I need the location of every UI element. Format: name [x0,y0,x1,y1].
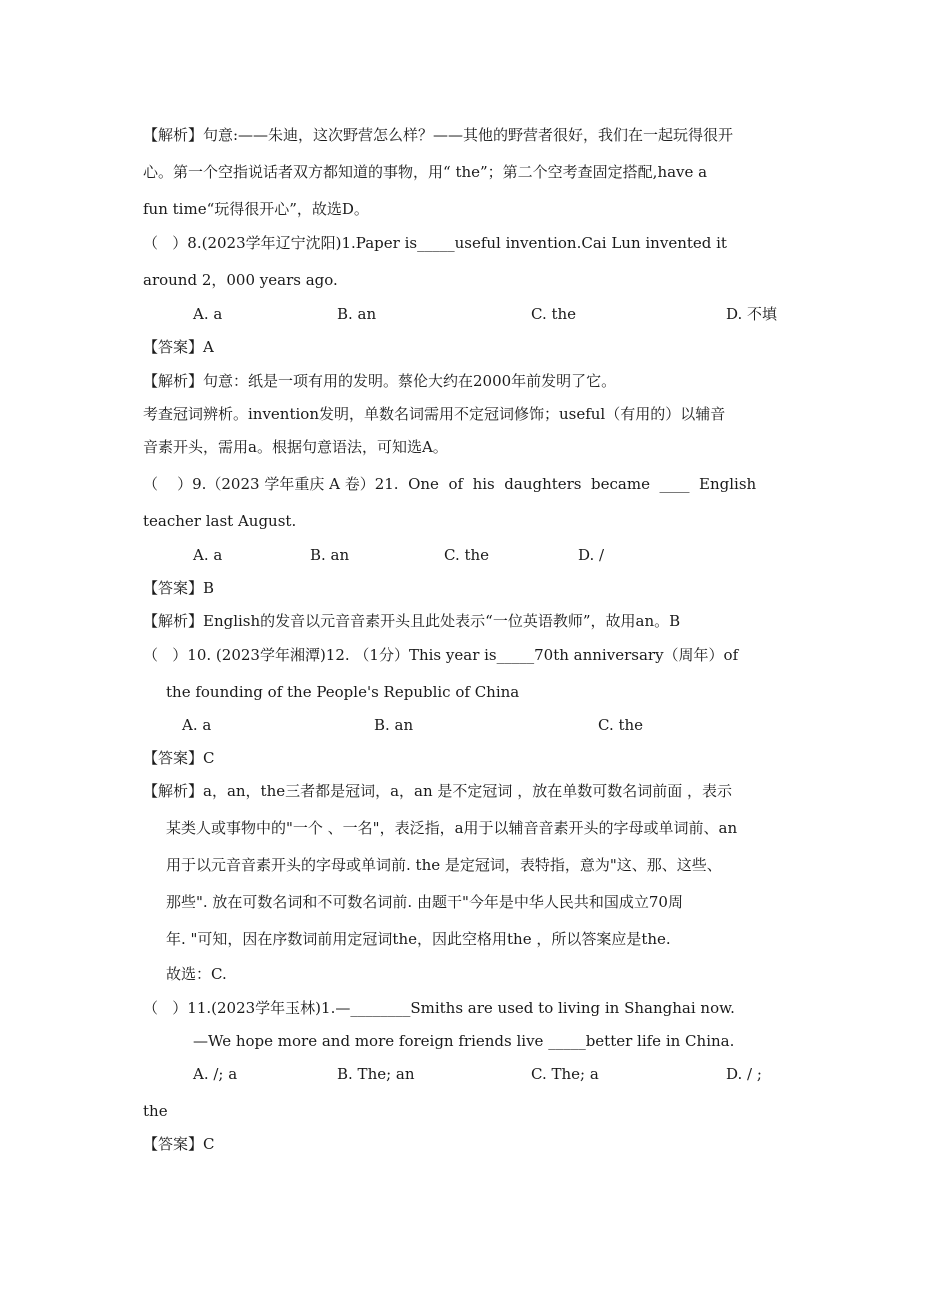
question-10-option-b: B. an [374,716,414,734]
question-9-option-c: C. the [444,546,490,564]
question-9-option-d: D. / [578,546,605,564]
question-8-option-a: A. a [193,305,223,323]
answer-q10: 【答案】C [143,749,215,767]
question-8-option-d: D. 不填 [726,305,778,323]
question-9-option-b: B. an [310,546,350,564]
question-8-stem-line1: （ ）8.(2023学年辽宁沈阳)1.Paper is_____useful invention.Cai Lun invented it [143,234,727,252]
analysis-q8-line2: 考查冠词辨析。invention发明，单数名词需用不定冠词修饰；useful（有用的）以辅音 [143,405,726,423]
analysis-q10-line1: 【解析】a，an，the三者都是冠词，a，an 是不定冠词 ，放在单数可数名词前面 ，表示 [143,782,732,800]
question-10-stem-line1: （ ）10. (2023学年湘潭)12. （1分）This year is_____70th anniversary（周年）of [143,646,739,664]
question-8-option-c: C. the [531,305,577,323]
question-8-stem-line2: around 2，000 years ago. [143,271,338,289]
question-9-stem-line1: （ ）9.（2023 学年重庆 A 卷）21. One of his daughters became ____ English [143,475,757,493]
question-11-option-d-wrap: the [143,1102,168,1120]
analysis-q10-line2: 某类人或事物中的"一个 、一名"，表泛指，a用于以辅音音素开头的字母或单词前、an [166,819,738,837]
question-10-option-a: A. a [182,716,212,734]
question-11-option-d: D. / ; [726,1065,762,1083]
answer-q8: 【答案】A [143,338,214,356]
analysis-q7-line1: 【解析】句意:——朱迪，这次野营怎么样？——其他的野营者很好，我们在一起玩得很开 [143,126,734,144]
question-10-option-c: C. the [598,716,644,734]
question-8-option-b: B. an [337,305,377,323]
question-11-option-c: C. The; a [531,1065,599,1083]
analysis-q10-line6: 故选：C. [166,965,227,983]
answer-q9: 【答案】B [143,579,215,597]
analysis-q7-line3: fun time“玩得很开心”，故选D。 [143,200,369,218]
question-9-option-a: A. a [193,546,223,564]
analysis-q10-line5: 年. "可知，因在序数词前用定冠词the，因此空格用the ，所以答案应是the. [166,930,671,948]
analysis-q9: 【解析】English的发音以元音音素开头且此处表示“一位英语教师”，故用an。B [143,612,681,630]
question-11-option-a: A. /; a [193,1065,238,1083]
analysis-q7-line2: 心。第一个空指说话者双方都知道的事物，用“ the”；第二个空考查固定搭配,have a [143,163,708,181]
question-11-stem-line1: （ ）11.(2023学年玉林)1.—________Smiths are used to living in Shanghai now. [143,999,735,1017]
analysis-q10-line4: 那些". 放在可数名词和不可数名词前. 由题干"今年是中华人民共和国成立70周 [166,893,683,911]
analysis-q8-line3: 音素开头，需用a。根据句意语法，可知选A。 [143,438,448,456]
answer-q11: 【答案】C [143,1135,215,1153]
question-11-option-b: B. The; an [337,1065,415,1083]
question-10-stem-line2: the founding of the People's Republic of China [166,683,520,701]
question-11-stem-line2: —We hope more and more foreign friends live _____better life in China. [193,1032,735,1050]
analysis-q8-line1: 【解析】句意：纸是一项有用的发明。蔡伦大约在2000年前发明了它。 [143,372,617,390]
analysis-q10-line3: 用于以元音音素开头的字母或单词前. the 是定冠词，表特指，意为"这、那、这些、 [166,856,722,874]
question-9-stem-line2: teacher last August. [143,512,297,530]
